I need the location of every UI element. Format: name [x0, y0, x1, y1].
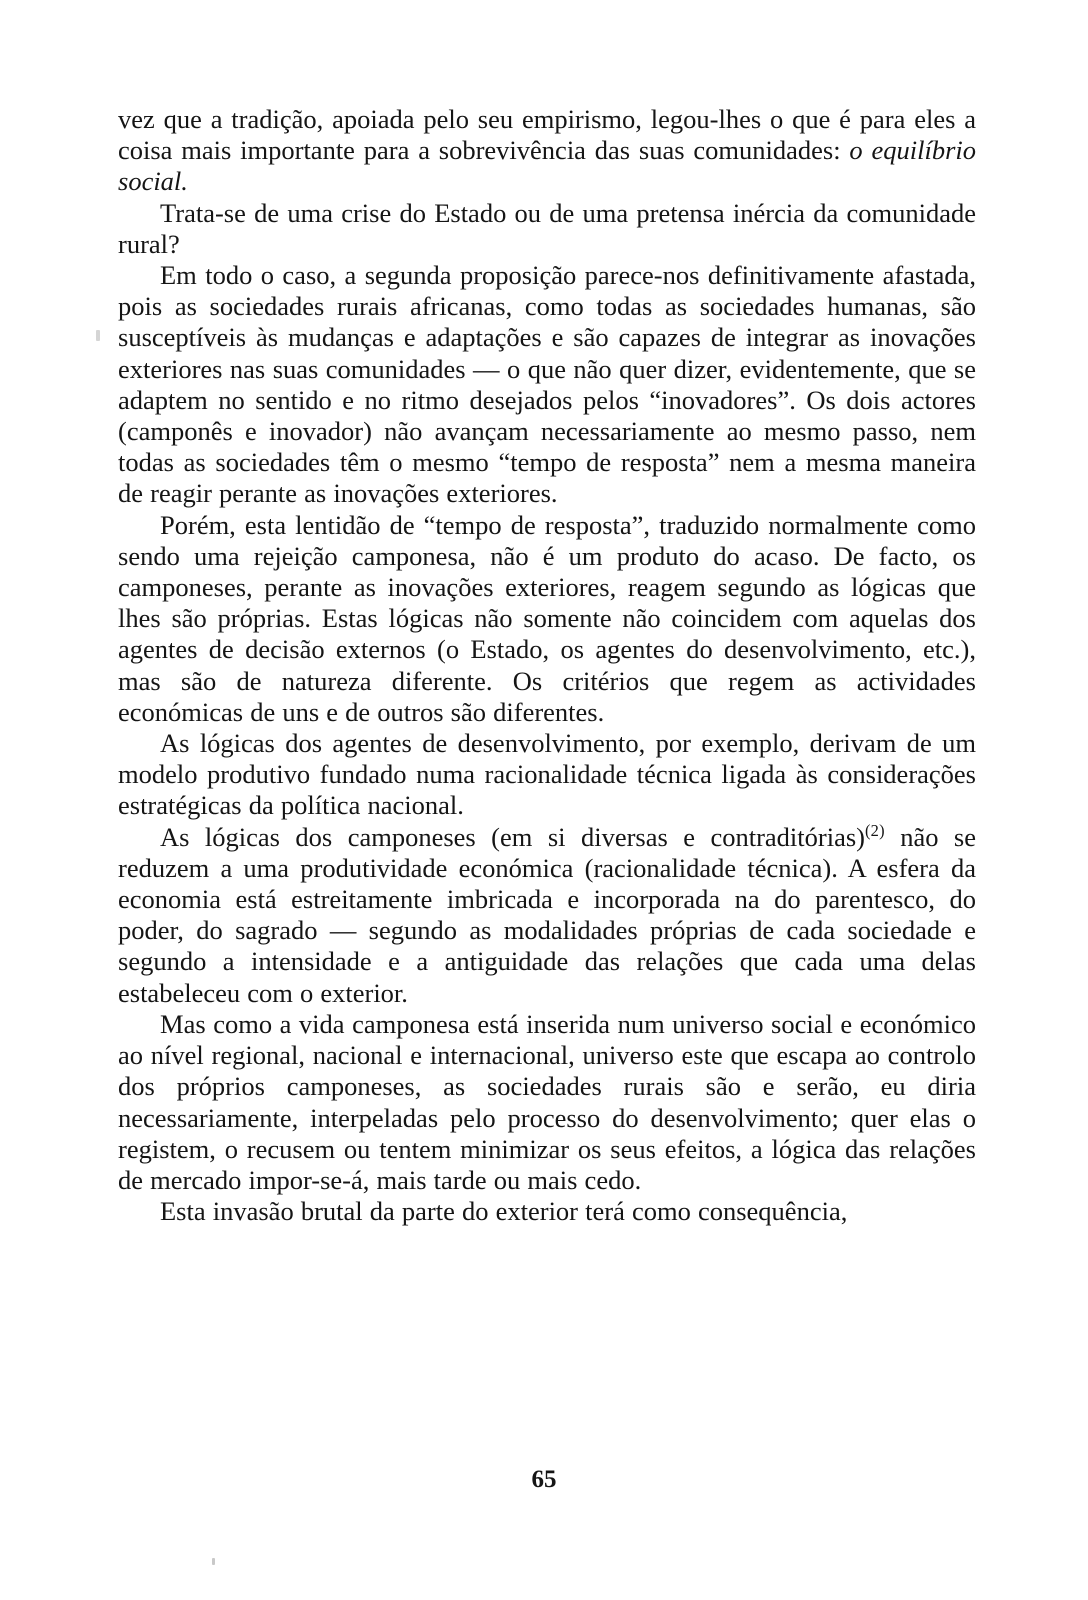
scan-artifact-left-edge	[96, 330, 100, 341]
page-number: 65	[531, 1466, 557, 1493]
text-run: vez que a tradição, apoiada pelo seu empirismo, legou-lhes o que é para eles a coisa mais importante para a sobrevivência das suas comunidades:	[118, 104, 976, 166]
footnote-marker: (2)	[865, 820, 885, 840]
scan-artifact-speck	[212, 1558, 215, 1565]
paragraph	[118, 510, 976, 728]
text-run: As lógicas dos camponeses (em si diversas e contraditórias)	[160, 821, 865, 852]
paragraph	[118, 1196, 976, 1227]
body-text-column	[118, 104, 976, 1227]
text-run: não se reduzem a uma produtividade económica (racionalidade técnica). A esfera da economia está estreitamente imbricada e incorporada na do parentesco, do poder, do sagrado — segundo as modalidades próprias de cada sociedade e segundo a intensidade e a antiguidade das relações que cada uma delas estabeleceu com o exterior.	[118, 821, 976, 1008]
paragraph	[118, 1009, 976, 1196]
text-run: Trata-se de uma crise do Estado ou de uma pretensa inércia da comunidade rural?	[118, 197, 976, 259]
text-run: As lógicas dos agentes de desenvolvimento, por exemplo, derivam de um modelo produtivo fundado numa racionalidade técnica ligada às considerações estratégicas da política nacional.	[118, 728, 976, 821]
text-run: Porém, esta lentidão de “tempo de resposta”, traduzido normalmente como sendo uma rejeição camponesa, não é um produto do acaso. De facto, os camponeses, perante as inovações exteriores, reagem segundo as lógicas que lhes são próprias. Estas lógicas não somente não coincidem com aquelas dos agentes de decisão externos (o Estado, os agentes do desenvolvimento, etc.), mas são de natureza diferente. Os critérios que regem as actividades económicas de uns e de outros são diferentes.	[118, 509, 976, 727]
paragraph	[118, 260, 976, 510]
italic-text-run: o equilíbrio social.	[118, 135, 977, 197]
paragraph	[118, 728, 976, 822]
text-run: Em todo o caso, a segunda proposição parece-nos definitivamente afastada, pois as sociedades rurais africanas, como todas as sociedades humanas, são susceptíveis às mudanças e adaptações e são capazes de integrar as inovações exteriores nas suas comunidades — o que não quer dizer, evidentemente, que se adaptem no sentido e no ritmo desejados pelos “inovadores”. Os dois actores (camponês e inovador) não avançam necessariamente ao mesmo passo, nem todas as sociedades têm o mesmo “tempo de resposta” nem a mesma maneira de reagir perante as inovações exteriores.	[118, 260, 976, 509]
text-run: Mas como a vida camponesa está inserida num universo social e económico ao nível regional, nacional e internacional, universo este que escapa ao controlo dos próprios camponeses, as sociedades rurais são e serão, eu diria necessariamente, interpeladas pelo processo do desenvolvimento; quer elas o registem, o recusem ou tentem minimizar os seus efeitos, a lógica das relações de mercado impor-se-á, mais tarde ou mais cedo.	[118, 1008, 976, 1195]
text-run: Esta invasão brutal da parte do exterior terá como consequência,	[160, 1196, 848, 1227]
paragraph	[118, 822, 976, 1009]
paragraph	[118, 104, 976, 198]
paragraph	[118, 198, 976, 260]
